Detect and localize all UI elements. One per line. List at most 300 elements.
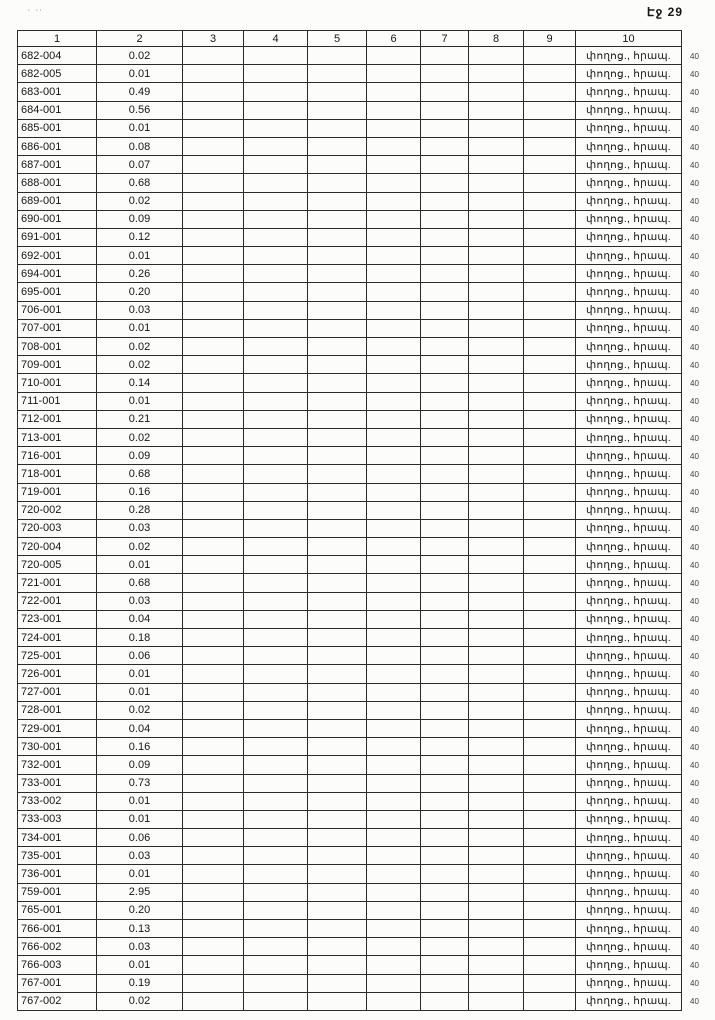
row-note-cell: փողոց., հրապ. (576, 120, 682, 138)
row-value-cell: 0.09 (97, 211, 183, 229)
empty-cell (183, 320, 244, 338)
empty-cell (524, 411, 576, 429)
row-value-cell: 0.09 (97, 447, 183, 465)
column-header: 8 (469, 30, 524, 47)
column-header: 2 (97, 30, 183, 47)
empty-cell (308, 702, 367, 720)
empty-cell (183, 865, 244, 883)
empty-cell (244, 429, 308, 447)
empty-cell (244, 356, 308, 374)
empty-cell (367, 847, 421, 865)
empty-cell (367, 247, 421, 265)
empty-cell (469, 484, 524, 502)
column-header: 7 (421, 30, 469, 47)
row-code-cell: 685-001 (17, 120, 97, 138)
empty-cell (367, 229, 421, 247)
empty-cell (183, 884, 244, 902)
empty-cell (524, 556, 576, 574)
margin-annotation: 40 (690, 288, 699, 298)
empty-cell (308, 611, 367, 629)
empty-cell (367, 611, 421, 629)
row-note-cell: փողոց., հրապ. (576, 574, 682, 592)
empty-cell (469, 283, 524, 301)
empty-cell (421, 538, 469, 556)
row-code-cell: 682-004 (17, 47, 97, 65)
margin-annotation: 40 (690, 560, 699, 570)
empty-cell (421, 356, 469, 374)
empty-cell (244, 338, 308, 356)
margin-annotation: 40 (690, 197, 699, 207)
empty-cell (421, 247, 469, 265)
empty-cell (524, 720, 576, 738)
empty-cell (469, 520, 524, 538)
empty-cell (421, 65, 469, 83)
row-code-cell: 720-005 (17, 556, 97, 574)
empty-cell (244, 102, 308, 120)
row-code-cell: 691-001 (17, 229, 97, 247)
empty-cell (524, 283, 576, 301)
row-value-cell: 0.01 (97, 393, 183, 411)
row-code-cell: 722-001 (17, 593, 97, 611)
row-value-cell: 0.19 (97, 975, 183, 993)
row-code-cell: 687-001 (17, 156, 97, 174)
empty-cell (308, 193, 367, 211)
empty-cell (244, 793, 308, 811)
margin-annotation: 40 (690, 324, 699, 334)
scan-artifact: ‘ ‘‘ (28, 8, 44, 17)
row-value-cell: 0.01 (97, 556, 183, 574)
margin-annotation: 40 (690, 415, 699, 425)
row-note-cell: փողոց., հրապ. (576, 393, 682, 411)
empty-cell (183, 393, 244, 411)
empty-cell (367, 356, 421, 374)
empty-cell (308, 811, 367, 829)
empty-cell (244, 484, 308, 502)
row-code-cell: 713-001 (17, 429, 97, 447)
row-code-cell: 759-001 (17, 884, 97, 902)
margin-annotation: 40 (690, 742, 699, 752)
empty-cell (469, 429, 524, 447)
row-note-cell: փողոց., հրապ. (576, 247, 682, 265)
empty-cell (421, 847, 469, 865)
margin-annotation: 40 (690, 106, 699, 116)
row-code-cell: 716-001 (17, 447, 97, 465)
row-note-cell: փողոց., հրապ. (576, 174, 682, 192)
row-note-cell: փողոց., հրապ. (576, 47, 682, 65)
empty-cell (308, 429, 367, 447)
row-note-cell: փողոց., հրապ. (576, 665, 682, 683)
margin-annotation: 40 (690, 542, 699, 552)
row-code-cell: 733-002 (17, 793, 97, 811)
empty-cell (524, 938, 576, 956)
row-value-cell: 0.02 (97, 193, 183, 211)
row-value-cell: 2.95 (97, 884, 183, 902)
empty-cell (469, 647, 524, 665)
empty-cell (183, 502, 244, 520)
row-value-cell: 0.02 (97, 993, 183, 1011)
empty-cell (367, 956, 421, 974)
empty-cell (421, 83, 469, 101)
empty-cell (524, 356, 576, 374)
empty-cell (469, 65, 524, 83)
margin-annotation: 40 (690, 524, 699, 534)
empty-cell (524, 775, 576, 793)
empty-cell (308, 83, 367, 101)
row-note-cell: փողոց., հրապ. (576, 593, 682, 611)
empty-cell (244, 738, 308, 756)
margin-annotation: 40 (690, 651, 699, 661)
empty-cell (469, 775, 524, 793)
margin-annotation: 40 (690, 69, 699, 79)
empty-cell (183, 211, 244, 229)
empty-cell (183, 556, 244, 574)
empty-cell (469, 211, 524, 229)
row-note-cell: փողոց., հրապ. (576, 775, 682, 793)
empty-cell (308, 283, 367, 301)
empty-cell (244, 502, 308, 520)
empty-cell (367, 193, 421, 211)
empty-cell (421, 47, 469, 65)
empty-cell (524, 465, 576, 483)
empty-cell (367, 156, 421, 174)
empty-cell (183, 83, 244, 101)
empty-cell (244, 665, 308, 683)
empty-cell (469, 811, 524, 829)
empty-cell (367, 320, 421, 338)
empty-cell (244, 65, 308, 83)
row-value-cell: 0.01 (97, 956, 183, 974)
empty-cell (469, 720, 524, 738)
empty-cell (469, 865, 524, 883)
empty-cell (244, 465, 308, 483)
row-note-cell: փողոց., հրապ. (576, 647, 682, 665)
margin-annotation: 40 (690, 870, 699, 880)
empty-cell (183, 920, 244, 938)
row-value-cell: 0.09 (97, 756, 183, 774)
empty-cell (367, 374, 421, 392)
row-note-cell: փողոց., հրապ. (576, 956, 682, 974)
empty-cell (469, 265, 524, 283)
empty-cell (183, 993, 244, 1011)
row-note-cell: փողոց., հրապ. (576, 502, 682, 520)
empty-cell (469, 593, 524, 611)
empty-cell (469, 102, 524, 120)
empty-cell (367, 265, 421, 283)
row-code-cell: 718-001 (17, 465, 97, 483)
empty-cell (183, 629, 244, 647)
row-note-cell: փողոց., հրապ. (576, 156, 682, 174)
empty-cell (524, 538, 576, 556)
empty-cell (524, 447, 576, 465)
empty-cell (524, 374, 576, 392)
empty-cell (244, 829, 308, 847)
empty-cell (524, 847, 576, 865)
empty-cell (469, 847, 524, 865)
empty-cell (308, 138, 367, 156)
row-note-cell: փողոց., հրապ. (576, 865, 682, 883)
empty-cell (421, 684, 469, 702)
row-note-cell: փողոց., հրապ. (576, 320, 682, 338)
row-code-cell: 735-001 (17, 847, 97, 865)
empty-cell (308, 265, 367, 283)
empty-cell (421, 720, 469, 738)
empty-cell (421, 338, 469, 356)
empty-cell (308, 356, 367, 374)
row-note-cell: փողոց., հրապ. (576, 83, 682, 101)
empty-cell (469, 793, 524, 811)
row-value-cell: 0.01 (97, 247, 183, 265)
row-note-cell: փողոց., հրապ. (576, 920, 682, 938)
row-value-cell: 0.08 (97, 138, 183, 156)
empty-cell (421, 120, 469, 138)
row-value-cell: 0.03 (97, 593, 183, 611)
empty-cell (183, 229, 244, 247)
row-code-cell: 695-001 (17, 283, 97, 301)
margin-annotation: 40 (690, 797, 699, 807)
empty-cell (183, 684, 244, 702)
empty-cell (183, 138, 244, 156)
empty-cell (469, 920, 524, 938)
empty-cell (421, 556, 469, 574)
row-code-cell: 720-004 (17, 538, 97, 556)
row-note-cell: փողոց., հրապ. (576, 811, 682, 829)
empty-cell (308, 484, 367, 502)
empty-cell (183, 938, 244, 956)
empty-cell (367, 429, 421, 447)
margin-annotation: 40 (690, 124, 699, 134)
row-value-cell: 0.20 (97, 283, 183, 301)
empty-cell (308, 447, 367, 465)
empty-cell (469, 338, 524, 356)
row-note-cell: փողոց., հրապ. (576, 429, 682, 447)
empty-cell (244, 647, 308, 665)
row-code-cell: 720-003 (17, 520, 97, 538)
empty-cell (524, 647, 576, 665)
row-value-cell: 0.12 (97, 229, 183, 247)
empty-cell (183, 411, 244, 429)
row-code-cell: 721-001 (17, 574, 97, 592)
empty-cell (469, 47, 524, 65)
empty-cell (469, 902, 524, 920)
empty-cell (183, 156, 244, 174)
row-code-cell: 730-001 (17, 738, 97, 756)
row-value-cell: 0.01 (97, 120, 183, 138)
empty-cell (524, 502, 576, 520)
empty-cell (524, 756, 576, 774)
empty-cell (244, 120, 308, 138)
empty-cell (421, 411, 469, 429)
empty-cell (308, 229, 367, 247)
empty-cell (469, 538, 524, 556)
row-value-cell: 0.21 (97, 411, 183, 429)
margin-annotation: 40 (690, 251, 699, 261)
row-note-cell: փողոց., հրապ. (576, 356, 682, 374)
row-value-cell: 0.14 (97, 374, 183, 392)
empty-cell (244, 629, 308, 647)
empty-cell (308, 502, 367, 520)
empty-cell (524, 956, 576, 974)
row-code-cell: 707-001 (17, 320, 97, 338)
empty-cell (469, 574, 524, 592)
empty-cell (308, 556, 367, 574)
empty-cell (421, 829, 469, 847)
empty-cell (308, 47, 367, 65)
empty-cell (244, 993, 308, 1011)
row-code-cell: 709-001 (17, 356, 97, 374)
row-code-cell: 766-002 (17, 938, 97, 956)
empty-cell (524, 738, 576, 756)
empty-cell (183, 193, 244, 211)
row-note-cell: փողոց., հրապ. (576, 102, 682, 120)
empty-cell (308, 338, 367, 356)
empty-cell (421, 975, 469, 993)
row-code-cell: 688-001 (17, 174, 97, 192)
empty-cell (308, 393, 367, 411)
margin-annotation: 40 (690, 997, 699, 1007)
row-value-cell: 0.02 (97, 338, 183, 356)
empty-cell (367, 556, 421, 574)
row-code-cell: 767-001 (17, 975, 97, 993)
empty-cell (244, 902, 308, 920)
empty-cell (367, 538, 421, 556)
empty-cell (421, 502, 469, 520)
empty-cell (244, 884, 308, 902)
empty-cell (183, 574, 244, 592)
empty-cell (308, 684, 367, 702)
empty-cell (244, 702, 308, 720)
column-header: 9 (524, 30, 576, 47)
empty-cell (524, 338, 576, 356)
empty-cell (183, 356, 244, 374)
empty-cell (367, 684, 421, 702)
empty-cell (421, 465, 469, 483)
margin-annotation: 40 (690, 397, 699, 407)
row-value-cell: 0.68 (97, 574, 183, 592)
row-note-cell: փողոց., հրապ. (576, 556, 682, 574)
empty-cell (421, 174, 469, 192)
empty-cell (524, 793, 576, 811)
row-note-cell: փողոց., հրապ. (576, 520, 682, 538)
empty-cell (367, 574, 421, 592)
row-note-cell: փողոց., հրապ. (576, 265, 682, 283)
empty-cell (469, 374, 524, 392)
row-value-cell: 0.01 (97, 684, 183, 702)
row-code-cell: 734-001 (17, 829, 97, 847)
row-value-cell: 0.03 (97, 302, 183, 320)
empty-cell (421, 574, 469, 592)
empty-cell (524, 429, 576, 447)
margin-annotation: 40 (690, 906, 699, 916)
margin-annotation: 40 (690, 815, 699, 825)
empty-cell (421, 229, 469, 247)
empty-cell (367, 211, 421, 229)
margin-annotation: 40 (690, 615, 699, 625)
empty-cell (367, 865, 421, 883)
empty-cell (183, 47, 244, 65)
row-note-cell: փողոց., հրապ. (576, 847, 682, 865)
row-value-cell: 0.01 (97, 320, 183, 338)
empty-cell (524, 65, 576, 83)
row-code-cell: 689-001 (17, 193, 97, 211)
empty-cell (524, 629, 576, 647)
column-header: 4 (244, 30, 308, 47)
empty-cell (524, 47, 576, 65)
empty-cell (524, 574, 576, 592)
empty-cell (524, 320, 576, 338)
empty-cell (308, 756, 367, 774)
empty-cell (421, 956, 469, 974)
row-code-cell: 690-001 (17, 211, 97, 229)
empty-cell (308, 156, 367, 174)
empty-cell (421, 884, 469, 902)
row-note-cell: փողոց., հրապ. (576, 411, 682, 429)
row-value-cell: 0.06 (97, 647, 183, 665)
empty-cell (421, 629, 469, 647)
empty-cell (244, 138, 308, 156)
empty-cell (421, 756, 469, 774)
empty-cell (244, 938, 308, 956)
empty-cell (469, 120, 524, 138)
row-code-cell: 766-003 (17, 956, 97, 974)
empty-cell (421, 775, 469, 793)
empty-cell (308, 793, 367, 811)
row-value-cell: 0.16 (97, 484, 183, 502)
empty-cell (367, 793, 421, 811)
empty-cell (524, 593, 576, 611)
empty-cell (244, 302, 308, 320)
row-code-cell: 765-001 (17, 902, 97, 920)
empty-cell (183, 975, 244, 993)
row-value-cell: 0.02 (97, 538, 183, 556)
empty-cell (367, 993, 421, 1011)
empty-cell (367, 756, 421, 774)
empty-cell (524, 102, 576, 120)
empty-cell (524, 211, 576, 229)
empty-cell (421, 138, 469, 156)
empty-cell (183, 593, 244, 611)
empty-cell (367, 738, 421, 756)
margin-annotation: 40 (690, 269, 699, 279)
empty-cell (421, 865, 469, 883)
row-value-cell: 0.20 (97, 902, 183, 920)
row-code-cell: 733-003 (17, 811, 97, 829)
empty-cell (524, 811, 576, 829)
empty-cell (421, 265, 469, 283)
row-value-cell: 0.02 (97, 702, 183, 720)
row-code-cell: 683-001 (17, 83, 97, 101)
empty-cell (367, 502, 421, 520)
empty-cell (367, 884, 421, 902)
empty-cell (183, 465, 244, 483)
row-note-cell: փողոց., հրապ. (576, 484, 682, 502)
margin-annotation: 40 (690, 942, 699, 952)
empty-cell (367, 720, 421, 738)
row-note-cell: փողոց., հրապ. (576, 938, 682, 956)
row-note-cell: փողոց., հրապ. (576, 720, 682, 738)
row-value-cell: 0.01 (97, 665, 183, 683)
row-note-cell: փողոց., հրապ. (576, 684, 682, 702)
empty-cell (367, 83, 421, 101)
empty-cell (244, 920, 308, 938)
empty-cell (308, 120, 367, 138)
empty-cell (244, 393, 308, 411)
empty-cell (469, 556, 524, 574)
empty-cell (469, 993, 524, 1011)
empty-cell (244, 520, 308, 538)
empty-cell (421, 611, 469, 629)
empty-cell (244, 865, 308, 883)
empty-cell (469, 193, 524, 211)
